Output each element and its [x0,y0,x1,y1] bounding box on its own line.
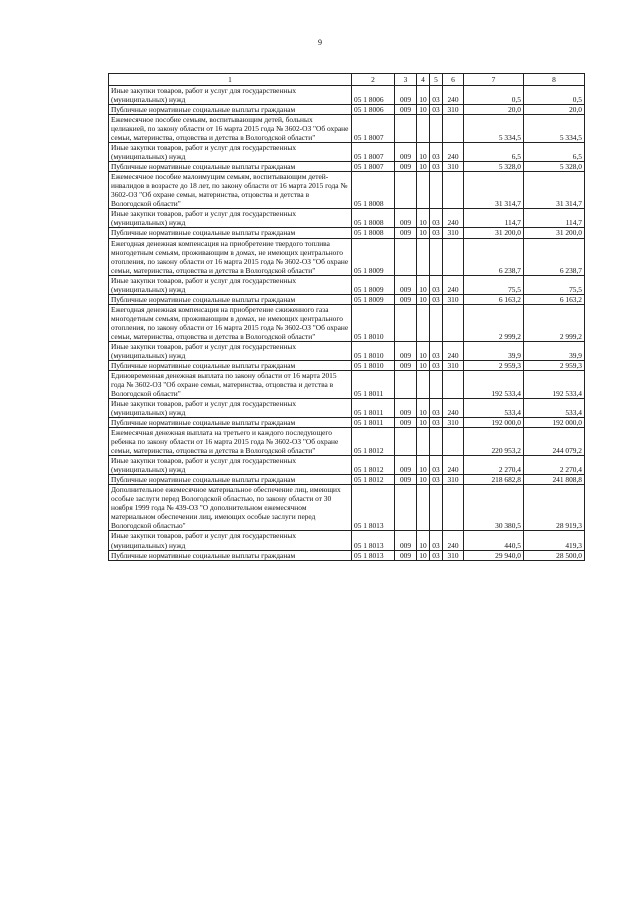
row-expense-type-cell: 240 [443,456,464,475]
row-name-cell: Дополнительное ежемесячное материальное обеспечение лиц, имеющих особые заслуги перед Вологодской областью, по закону области от 30 ноября 1999 года № 439-ОЗ "О дополнительном ежемесячном материальном обеспечении лиц, имеющих особые заслуги перед Вологодской областью" [109,485,352,531]
row-group-cell: 009 [395,294,417,304]
row-group-cell: 009 [395,105,417,115]
row-amount-1-cell: 192 000,0 [464,418,524,428]
row-amount-1-cell: 75,5 [464,275,524,294]
row-code-cell: 05 1 8010 [352,341,395,360]
row-amount-1-cell: 6 163,2 [464,294,524,304]
budget-table [108,73,585,561]
row-amount-2-cell: 75,5 [524,275,585,294]
row-name-cell: Иные закупки товаров, работ и услуг для государственных (муниципальных) нужд [109,209,352,228]
row-section-cell [417,304,430,341]
row-amount-1-cell: 5 334,5 [464,115,524,143]
row-code-cell: 05 1 8013 [352,550,395,560]
row-expense-type-cell: 310 [443,360,464,370]
row-section-cell: 10 [417,341,430,360]
table-row [109,228,585,238]
header-cell: 2 [352,74,395,86]
row-name-cell: Публичные нормативные социальные выплаты гражданам [109,294,352,304]
table-row [109,485,585,531]
table-row [109,209,585,228]
row-code-cell: 05 1 8006 [352,86,395,105]
row-amount-1-cell: 31 200,0 [464,228,524,238]
row-amount-2-cell: 5 328,0 [524,162,585,172]
row-group-cell [395,304,417,341]
table-row [109,341,585,360]
row-amount-1-cell: 440,5 [464,531,524,550]
row-name-cell: Иные закупки товаров, работ и услуг для государственных (муниципальных) нужд [109,531,352,550]
row-amount-1-cell: 31 314,7 [464,172,524,209]
row-expense-type-cell: 310 [443,162,464,172]
row-subsection-cell: 03 [430,105,443,115]
row-name-cell: Публичные нормативные социальные выплаты гражданам [109,418,352,428]
row-expense-type-cell: 240 [443,86,464,105]
table-row [109,275,585,294]
header-cell: 8 [524,74,585,86]
row-expense-type-cell [443,115,464,143]
row-name-cell: Ежегодная денежная компенсация на приобретение сжиженного газа многодетным семьям, проживающим в домах, не имеющих центрального отопления, по закону области от 16 марта 2015 года № 3602-ОЗ "Об охране семьи, материнства, отцовства и детства в Вологодской области" [109,304,352,341]
row-expense-type-cell: 310 [443,105,464,115]
row-expense-type-cell: 310 [443,550,464,560]
row-group-cell: 009 [395,86,417,105]
row-expense-type-cell: 240 [443,275,464,294]
table-row [109,143,585,162]
row-name-cell: Публичные нормативные социальные выплаты гражданам [109,550,352,560]
row-code-cell: 05 1 8011 [352,418,395,428]
row-code-cell: 05 1 8011 [352,399,395,418]
row-section-cell [417,428,430,456]
row-name-cell: Ежегодная денежная компенсация на приобретение твердого топлива многодетным семьям, проживающим в домах, не имеющих центрального отопления, по закону области от 16 марта 2015 года № 3602-ОЗ "Об охране семьи, материнства, отцовства и детства в Вологодской области" [109,238,352,275]
table-row [109,456,585,475]
row-amount-2-cell: 5 334,5 [524,115,585,143]
row-subsection-cell: 03 [430,209,443,228]
row-section-cell [417,115,430,143]
row-name-cell: Иные закупки товаров, работ и услуг для государственных (муниципальных) нужд [109,456,352,475]
table-row [109,475,585,485]
row-expense-type-cell [443,428,464,456]
row-amount-1-cell: 6 238,7 [464,238,524,275]
table-row [109,86,585,105]
row-code-cell: 05 1 8007 [352,143,395,162]
row-code-cell: 05 1 8008 [352,172,395,209]
row-expense-type-cell: 240 [443,399,464,418]
row-name-cell: Публичные нормативные социальные выплаты гражданам [109,360,352,370]
row-amount-1-cell: 2 959,3 [464,360,524,370]
row-expense-type-cell [443,370,464,398]
row-name-cell: Публичные нормативные социальные выплаты гражданам [109,228,352,238]
row-name-cell: Единовременная денежная выплата по закону области от 16 марта 2015 года № 3602-ОЗ "Об охране семьи, материнства, отцовства и детства в Вологодской области" [109,370,352,398]
row-name-cell: Иные закупки товаров, работ и услуг для государственных (муниципальных) нужд [109,341,352,360]
row-amount-1-cell: 533,4 [464,399,524,418]
row-amount-1-cell: 114,7 [464,209,524,228]
row-subsection-cell: 03 [430,162,443,172]
row-section-cell [417,370,430,398]
row-amount-2-cell: 20,0 [524,105,585,115]
row-section-cell: 10 [417,209,430,228]
row-group-cell: 009 [395,475,417,485]
row-code-cell: 05 1 8013 [352,485,395,531]
row-section-cell: 10 [417,475,430,485]
table-row [109,105,585,115]
table-row [109,370,585,398]
row-name-cell: Публичные нормативные социальные выплаты гражданам [109,475,352,485]
row-group-cell [395,370,417,398]
row-group-cell [395,485,417,531]
row-amount-2-cell: 533,4 [524,399,585,418]
row-name-cell: Ежемесячное пособие малоимущим семьям, воспитывающим детей-инвалидов в возрасте до 18 лет, по закону области от 16 марта 2015 года № 3602-ОЗ "Об охране семьи, материнства, отцовства и детства в Вологодской области" [109,172,352,209]
table-row [109,531,585,550]
row-name-cell: Ежемесячное пособие семьям, воспитывающим детей, больных целиакией, по закону области от 16 марта 2015 года № 3602-ОЗ "Об охране семьи, материнства, отцовства и детства в Вологодской области" [109,115,352,143]
row-amount-1-cell: 2 270,4 [464,456,524,475]
row-group-cell: 009 [395,550,417,560]
row-expense-type-cell [443,485,464,531]
row-amount-1-cell: 0,5 [464,86,524,105]
row-section-cell: 10 [417,86,430,105]
row-name-cell: Иные закупки товаров, работ и услуг для государственных (муниципальных) нужд [109,275,352,294]
table-row [109,550,585,560]
row-expense-type-cell [443,172,464,209]
header-cell: 6 [443,74,464,86]
row-expense-type-cell: 310 [443,418,464,428]
row-group-cell: 009 [395,456,417,475]
row-amount-2-cell: 192 533,4 [524,370,585,398]
row-section-cell: 10 [417,294,430,304]
table-row [109,294,585,304]
row-subsection-cell [430,172,443,209]
row-name-cell: Иные закупки товаров, работ и услуг для государственных (муниципальных) нужд [109,86,352,105]
row-amount-2-cell: 31 200,0 [524,228,585,238]
row-section-cell [417,238,430,275]
row-group-cell: 009 [395,531,417,550]
row-expense-type-cell [443,304,464,341]
row-expense-type-cell: 240 [443,341,464,360]
row-amount-1-cell: 20,0 [464,105,524,115]
row-amount-2-cell: 2 270,4 [524,456,585,475]
row-subsection-cell: 03 [430,143,443,162]
row-group-cell: 009 [395,209,417,228]
row-amount-2-cell: 28 919,3 [524,485,585,531]
row-section-cell: 10 [417,275,430,294]
row-expense-type-cell: 240 [443,143,464,162]
row-code-cell: 05 1 8012 [352,456,395,475]
row-section-cell [417,485,430,531]
row-section-cell: 10 [417,418,430,428]
row-amount-2-cell: 2 999,2 [524,304,585,341]
row-subsection-cell: 03 [430,418,443,428]
row-amount-2-cell: 6 163,2 [524,294,585,304]
row-group-cell: 009 [395,360,417,370]
row-amount-1-cell: 220 953,2 [464,428,524,456]
row-amount-2-cell: 244 079,2 [524,428,585,456]
row-name-cell: Ежемесячная денежная выплата на третьего и каждого последующего ребенка по закону области от 16 марта 2015 года № 3602-ОЗ "Об охране семьи, материнства, отцовства и детства в Вологодской области" [109,428,352,456]
row-code-cell: 05 1 8007 [352,162,395,172]
table-row [109,162,585,172]
table-row [109,360,585,370]
table-row [109,238,585,275]
row-amount-2-cell: 192 000,0 [524,418,585,428]
row-section-cell: 10 [417,162,430,172]
row-code-cell: 05 1 8010 [352,304,395,341]
row-section-cell: 10 [417,531,430,550]
row-expense-type-cell: 310 [443,294,464,304]
row-amount-1-cell: 30 380,5 [464,485,524,531]
row-amount-2-cell: 28 500,0 [524,550,585,560]
row-code-cell: 05 1 8010 [352,360,395,370]
row-subsection-cell: 03 [430,360,443,370]
row-subsection-cell [430,238,443,275]
row-amount-2-cell: 6,5 [524,143,585,162]
table-row [109,399,585,418]
row-amount-1-cell: 5 328,0 [464,162,524,172]
row-code-cell: 05 1 8008 [352,209,395,228]
table-row [109,418,585,428]
row-code-cell: 05 1 8006 [352,105,395,115]
row-section-cell: 10 [417,399,430,418]
row-subsection-cell [430,485,443,531]
row-group-cell: 009 [395,418,417,428]
row-group-cell: 009 [395,341,417,360]
table-body [109,86,585,561]
row-expense-type-cell: 310 [443,228,464,238]
row-expense-type-cell: 240 [443,209,464,228]
row-code-cell: 05 1 8011 [352,370,395,398]
row-subsection-cell: 03 [430,456,443,475]
table-row [109,115,585,143]
row-group-cell [395,172,417,209]
table-row [109,172,585,209]
row-amount-1-cell: 2 999,2 [464,304,524,341]
row-group-cell [395,115,417,143]
row-amount-2-cell: 31 314,7 [524,172,585,209]
header-cell: 1 [109,74,352,86]
page-number: 9 [318,38,322,47]
row-amount-2-cell: 6 238,7 [524,238,585,275]
row-subsection-cell: 03 [430,275,443,294]
row-amount-2-cell: 39,9 [524,341,585,360]
row-amount-2-cell: 419,3 [524,531,585,550]
row-code-cell: 05 1 8008 [352,228,395,238]
header-cell: 7 [464,74,524,86]
row-amount-2-cell: 114,7 [524,209,585,228]
header-cell: 3 [395,74,417,86]
table-header-row [109,74,585,86]
row-code-cell: 05 1 8009 [352,238,395,275]
row-section-cell: 10 [417,456,430,475]
header-cell: 4 [417,74,430,86]
row-amount-2-cell: 241 808,8 [524,475,585,485]
row-group-cell [395,428,417,456]
row-code-cell: 05 1 8007 [352,115,395,143]
row-section-cell: 10 [417,228,430,238]
row-subsection-cell: 03 [430,550,443,560]
row-subsection-cell: 03 [430,531,443,550]
row-code-cell: 05 1 8013 [352,531,395,550]
row-section-cell: 10 [417,105,430,115]
row-subsection-cell: 03 [430,228,443,238]
row-code-cell: 05 1 8009 [352,275,395,294]
row-group-cell: 009 [395,399,417,418]
row-group-cell: 009 [395,275,417,294]
row-group-cell: 009 [395,228,417,238]
row-amount-1-cell: 192 533,4 [464,370,524,398]
table-row [109,304,585,341]
row-amount-1-cell: 6,5 [464,143,524,162]
row-amount-1-cell: 39,9 [464,341,524,360]
row-section-cell: 10 [417,143,430,162]
row-subsection-cell [430,428,443,456]
row-subsection-cell: 03 [430,294,443,304]
row-subsection-cell [430,370,443,398]
row-expense-type-cell [443,238,464,275]
row-subsection-cell: 03 [430,86,443,105]
row-name-cell: Публичные нормативные социальные выплаты гражданам [109,105,352,115]
row-name-cell: Иные закупки товаров, работ и услуг для государственных (муниципальных) нужд [109,143,352,162]
row-subsection-cell [430,304,443,341]
row-amount-1-cell: 29 940,0 [464,550,524,560]
row-expense-type-cell: 240 [443,531,464,550]
row-name-cell: Иные закупки товаров, работ и услуг для государственных (муниципальных) нужд [109,399,352,418]
row-section-cell: 10 [417,360,430,370]
row-code-cell: 05 1 8009 [352,294,395,304]
row-group-cell [395,238,417,275]
table-row [109,428,585,456]
row-code-cell: 05 1 8012 [352,475,395,485]
row-amount-1-cell: 218 682,8 [464,475,524,485]
row-code-cell: 05 1 8012 [352,428,395,456]
row-section-cell [417,172,430,209]
row-section-cell: 10 [417,550,430,560]
row-amount-2-cell: 2 959,3 [524,360,585,370]
row-name-cell: Публичные нормативные социальные выплаты гражданам [109,162,352,172]
row-subsection-cell [430,115,443,143]
row-expense-type-cell: 310 [443,475,464,485]
row-group-cell: 009 [395,143,417,162]
row-subsection-cell: 03 [430,475,443,485]
row-subsection-cell: 03 [430,399,443,418]
row-group-cell: 009 [395,162,417,172]
row-amount-2-cell: 0,5 [524,86,585,105]
header-cell: 5 [430,74,443,86]
row-subsection-cell: 03 [430,341,443,360]
